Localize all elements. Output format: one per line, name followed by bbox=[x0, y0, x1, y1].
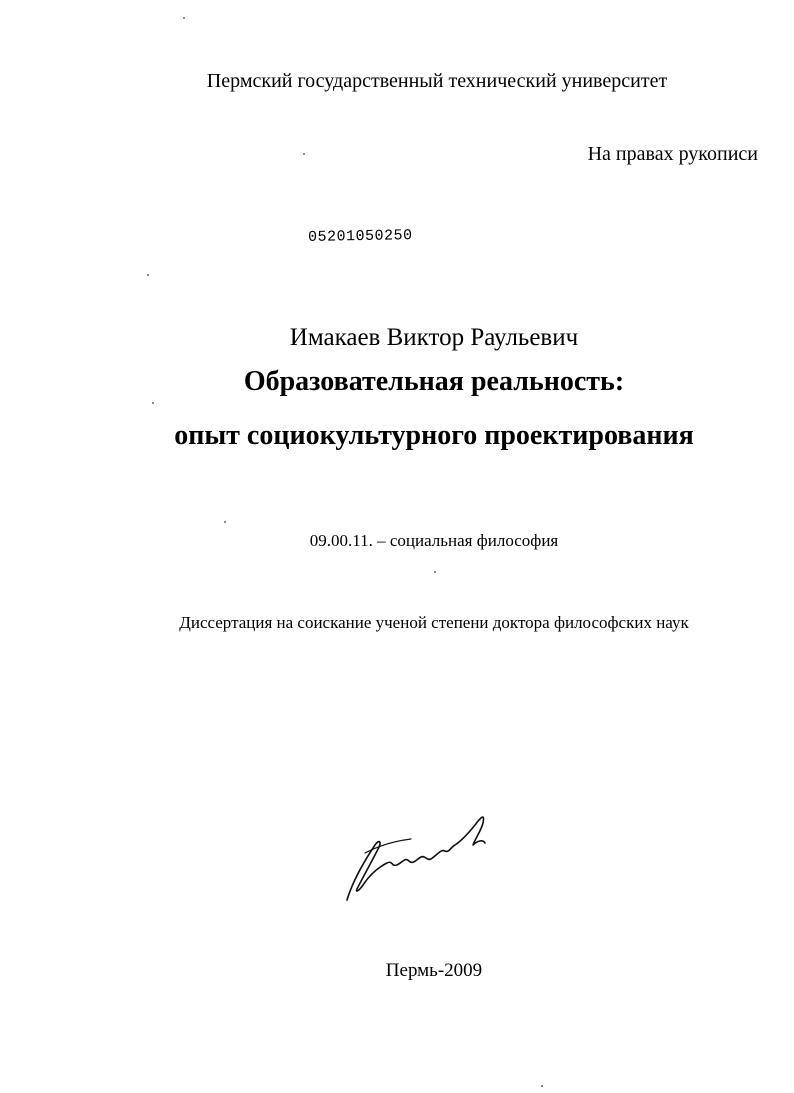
scan-speck bbox=[147, 274, 149, 276]
catalog-number: 05201050250 bbox=[307, 227, 413, 246]
scan-speck bbox=[152, 402, 154, 404]
scan-speck bbox=[541, 1085, 543, 1087]
specialty-code: 09.00.11. – социальная философия bbox=[309, 531, 559, 550]
scan-speck bbox=[303, 153, 305, 155]
dissertation-type: Диссертация на соискание ученой степени доктора философских наук bbox=[179, 613, 689, 632]
author-name: Имакаев Виктор Раульевич bbox=[289, 324, 579, 351]
city-and-year: Пермь-2009 bbox=[385, 960, 483, 981]
scan-speck bbox=[434, 571, 436, 573]
manuscript-rights-note: На правах рукописи bbox=[587, 143, 758, 165]
handwritten-signature bbox=[335, 805, 495, 905]
title-line-2: опыт социокультурного проектирования bbox=[174, 420, 694, 451]
scan-speck bbox=[224, 521, 226, 523]
title-line-1: Образовательная реальность: bbox=[243, 366, 625, 397]
university-name: Пермский государственный технический университет bbox=[206, 70, 668, 92]
scan-speck bbox=[183, 17, 185, 19]
